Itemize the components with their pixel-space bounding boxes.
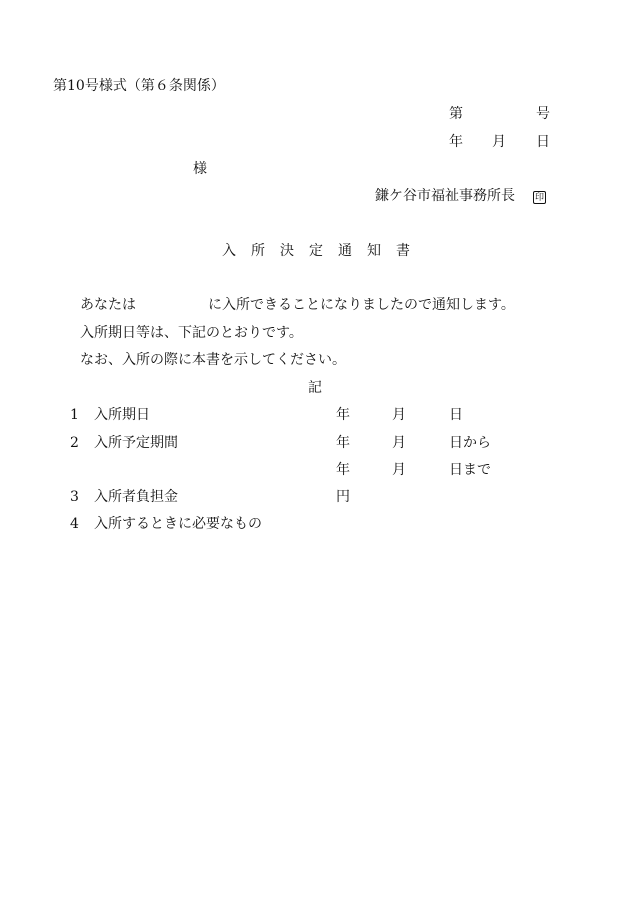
item-number: 1 <box>70 407 79 423</box>
doc-number-prefix: 第 <box>449 106 463 122</box>
item-day-until: 日まで <box>449 462 491 478</box>
body-line1-end: に入所できることになりましたので通知します。 <box>208 297 515 313</box>
item-number: 2 <box>70 435 79 451</box>
item-label: 入所するときに必要なもの <box>94 516 262 532</box>
seal-mark <box>533 189 546 204</box>
ki-heading: 記 <box>308 380 322 396</box>
body-line2: 入所期日等は、下記のとおりです。 <box>80 325 303 341</box>
issuer-name: 鎌ケ谷市福祉事務所長 <box>375 188 515 204</box>
item-month: 月 <box>392 462 406 478</box>
item-yen: 円 <box>336 489 350 505</box>
item-number: 3 <box>70 489 79 505</box>
date-year: 年 <box>449 134 463 150</box>
item-month: 月 <box>392 435 406 451</box>
date-month: 月 <box>492 134 506 150</box>
form-label: 第10号様式（第６条関係） <box>53 78 225 94</box>
item-year: 年 <box>336 462 350 478</box>
item-month: 月 <box>392 407 406 423</box>
item-label: 入所者負担金 <box>94 489 178 505</box>
item-label: 入所予定期間 <box>94 435 178 451</box>
seal-char: 印 <box>534 193 544 203</box>
item-year: 年 <box>336 435 350 451</box>
item-label: 入所期日 <box>94 407 150 423</box>
doc-number-suffix: 号 <box>536 106 550 122</box>
item-number: 4 <box>70 516 79 532</box>
document-title: 入 所 決 定 通 知 書 <box>222 243 411 259</box>
body-line3: なお、入所の際に本書を示してください。 <box>80 352 346 368</box>
item-year: 年 <box>336 407 350 423</box>
body-line1-start: あなたは <box>80 297 136 313</box>
item-day-from: 日から <box>449 435 491 451</box>
item-day: 日 <box>449 407 463 423</box>
addressee-suffix: 様 <box>193 161 207 177</box>
date-day: 日 <box>536 134 550 150</box>
